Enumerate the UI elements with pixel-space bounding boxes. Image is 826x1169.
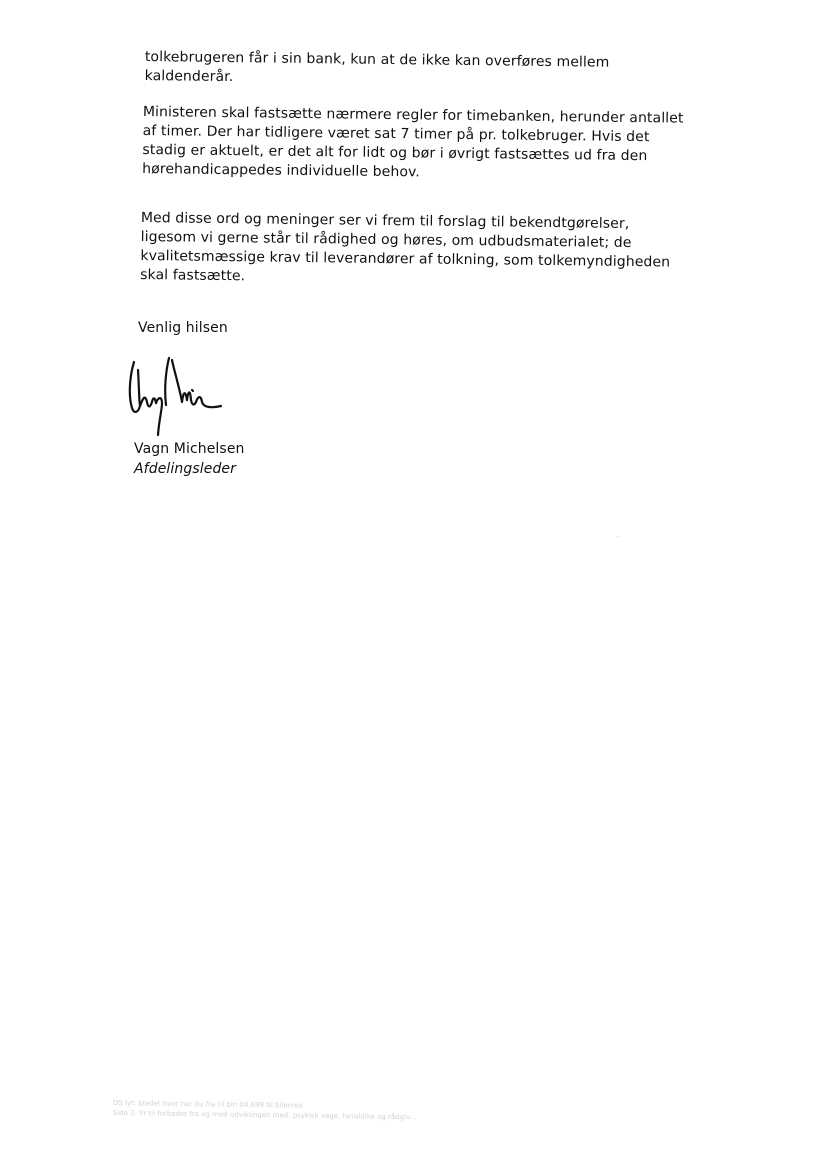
handwritten-signature [124, 350, 228, 438]
paragraph-line: hørehandicappedes individuelle behov. [142, 160, 421, 181]
body-paragraph-3 [140, 209, 671, 291]
paragraph-line: Med disse ord og meninger ser vi frem til forslag til bekendtgørelser, [140, 209, 630, 232]
signatory-title: Afdelingsleder [134, 461, 236, 477]
scan-speck [617, 536, 618, 537]
footer-line-2: Side 2. Yr til forbedre fra og med udviklingen med, psykisk vage, heraldike og rådgiv... [112, 1108, 417, 1122]
closing-salutation: Venlig hilsen [138, 320, 228, 336]
faded-footer [113, 1098, 583, 1125]
paragraph-line: ligesom vi gerne står til rådighed og høres, om udbudsmaterialet; de [140, 228, 632, 251]
paragraph-line: tolkebrugeren får i sin bank, kun at de ikke kan overføres mellem [144, 48, 610, 71]
body-paragraph-1 [145, 48, 610, 92]
paragraph-line: kaldenderår. [144, 67, 234, 86]
paragraph-line: kvalitetsmæssige krav til leverandører af tolkning, som tolkemyndigheden [140, 247, 671, 271]
signatory-name: Vagn Michelsen [134, 441, 245, 457]
paragraph-line: stadig er aktuelt, er det alt for lidt og bør i øvrigt fastsættes ud fra den [142, 141, 648, 165]
paragraph-line: af timer. Der har tidligere været sat 7 timer på pr. tolkebruger. Hvis det [142, 122, 650, 146]
paragraph-line: skal fastsætte. [140, 266, 246, 285]
paragraph-line: Ministeren skal fastsætte nærmere regler for timebanken, herunder antallet [142, 103, 684, 127]
footer-line-1: DS lyt: bladet hvor har du fra til bin 04.699 til bilernes [112, 1098, 303, 1110]
body-paragraph-2 [142, 103, 684, 186]
